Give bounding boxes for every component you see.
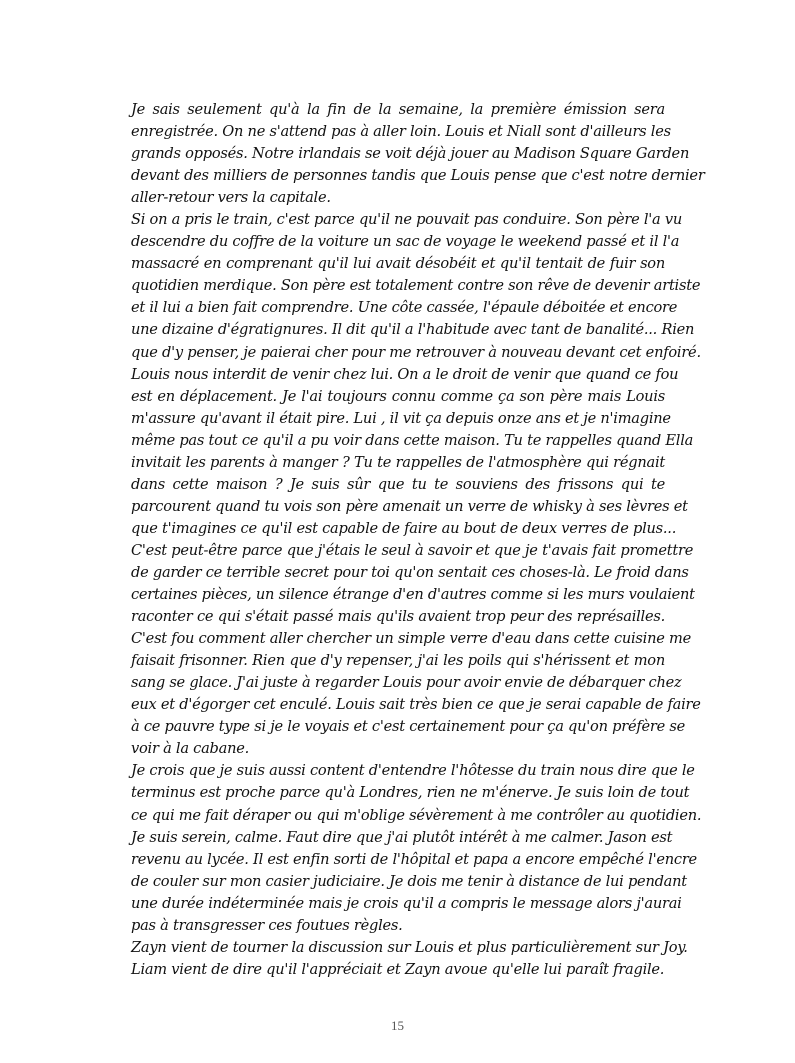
text-line: faisait frisonner. Rien que d'y repenser, j'ai les poils qui s'hérissent et mon — [131, 652, 665, 670]
text-line: pas à transgresser ces foutues règles. — [131, 916, 403, 934]
text-line: sang se glace. J'ai juste à regarder Louis pour avoir envie de débarquer chez — [131, 674, 682, 692]
text-line: de couler sur mon casier judiciaire. Je dois me tenir à distance de lui pendant — [131, 872, 687, 890]
text-line: revenu au lycée. Il est enfin sorti de l'hôpital et papa a encore empêché l'encre — [131, 850, 697, 868]
text-line: parcourent quand tu vois son père amenait un verre de whisky à ses lèvres et — [131, 497, 688, 515]
text-line: descendre du coffre de la voiture un sac de voyage le weekend passé et il l'a — [131, 233, 680, 251]
text-line: à ce pauvre type si je le voyais et c'est certainement pour ça qu'on préfère se — [131, 718, 686, 736]
text-line: aller-retour vers la capitale. — [131, 189, 331, 207]
paragraph — [131, 209, 701, 760]
text-line: quotidien merdique. Son père est totalement contre son rêve de devenir artiste — [131, 277, 701, 295]
text-line: dans cette maison ? Je suis sûr que tu te souviens des frissons qui te — [131, 475, 665, 493]
text-line: même pas tout ce qu'il a pu voir dans cette maison. Tu te rappelles quand Ella — [131, 431, 694, 449]
text-line: que d'y penser, je paierai cher pour me retrouver à nouveau devant cet enfoiré. — [131, 343, 701, 361]
text-line: devant des milliers de personnes tandis que Louis pense que c'est notre dernier — [131, 167, 705, 185]
text-line: Liam vient de dire qu'il l'appréciait et Zayn avoue qu'elle lui paraît fragile. — [131, 960, 665, 978]
text-line: Je suis serein, calme. Faut dire que j'ai plutôt intérêt à me calmer. Jason est — [131, 828, 673, 846]
page-body — [131, 99, 705, 981]
text-line: voir à la cabane. — [131, 740, 250, 758]
text-line: de garder ce terrible secret pour toi qu'on sentait ces choses-là. Le froid dans — [131, 563, 689, 581]
text-line: Zayn vient de tourner la discussion sur Louis et plus particulièrement sur Joy. — [131, 938, 688, 956]
text-line: et il lui a bien fait comprendre. Une côte cassée, l'épaule déboitée et encore — [131, 299, 678, 317]
text-line: grands opposés. Notre irlandais se voit déjà jouer au Madison Square Garden — [131, 145, 690, 163]
text-line: une dizaine d'égratignures. Il dit qu'il a l'habitude avec tant de banalité... Rien — [131, 321, 695, 339]
page-number: 15 — [391, 1018, 404, 1033]
text-line: que t'imagines ce qu'il est capable de faire au bout de deux verres de plus... — [131, 519, 677, 537]
text-line: terminus est proche parce qu'à Londres, rien ne m'énerve. Je suis loin de tout — [131, 784, 690, 802]
text-line: invitait les parents à manger ? Tu te rappelles de l'atmosphère qui régnait — [131, 453, 665, 471]
text-line: est en déplacement. Je l'ai toujours connu comme ça son père mais Louis — [131, 387, 665, 405]
text-line: certaines pièces, un silence étrange d'en d'autres comme si les murs voulaient — [131, 586, 695, 604]
text-line: Je crois que je suis aussi content d'entendre l'hôtesse du train nous dire que le — [131, 762, 695, 780]
text-line: raconter ce qui s'était passé mais qu'ils avaient trop peur des représailles. — [131, 608, 665, 626]
text-line: Louis nous interdit de venir chez lui. On a le droit de venir que quand ce fou — [131, 365, 679, 383]
text-line: ce qui me fait déraper ou qui m'oblige sévèrement à me contrôler au quotidien. — [131, 806, 702, 824]
paragraph — [131, 760, 702, 936]
text-line: C'est fou comment aller chercher un simple verre d'eau dans cette cuisine me — [131, 630, 691, 648]
text-line: massacré en comprenant qu'il lui avait désobéit et qu'il tentait de fuir son — [131, 255, 665, 273]
text-line: eux et d'égorger cet enculé. Louis sait très bien ce que je serai capable de faire — [131, 696, 701, 714]
paragraph — [131, 99, 705, 209]
text-line: Je sais seulement qu'à la fin de la semaine, la première émission sera — [131, 101, 665, 118]
text-line: m'assure qu'avant il était pire. Lui , il vit ça depuis onze ans et je n'imagine — [131, 409, 671, 427]
text-line: enregistrée. On ne s'attend pas à aller loin. Louis et Niall sont d'ailleurs les — [131, 123, 671, 141]
paragraph — [131, 937, 688, 981]
text-line: C'est peut-être parce que j'étais le seul à savoir et que je t'avais fait promettre — [131, 541, 694, 559]
text-line: Si on a pris le train, c'est parce qu'il ne pouvait pas conduire. Son père l'a vu — [131, 211, 683, 229]
text-line: une durée indéterminée mais je crois qu'il a compris le message alors j'aurai — [131, 894, 682, 912]
